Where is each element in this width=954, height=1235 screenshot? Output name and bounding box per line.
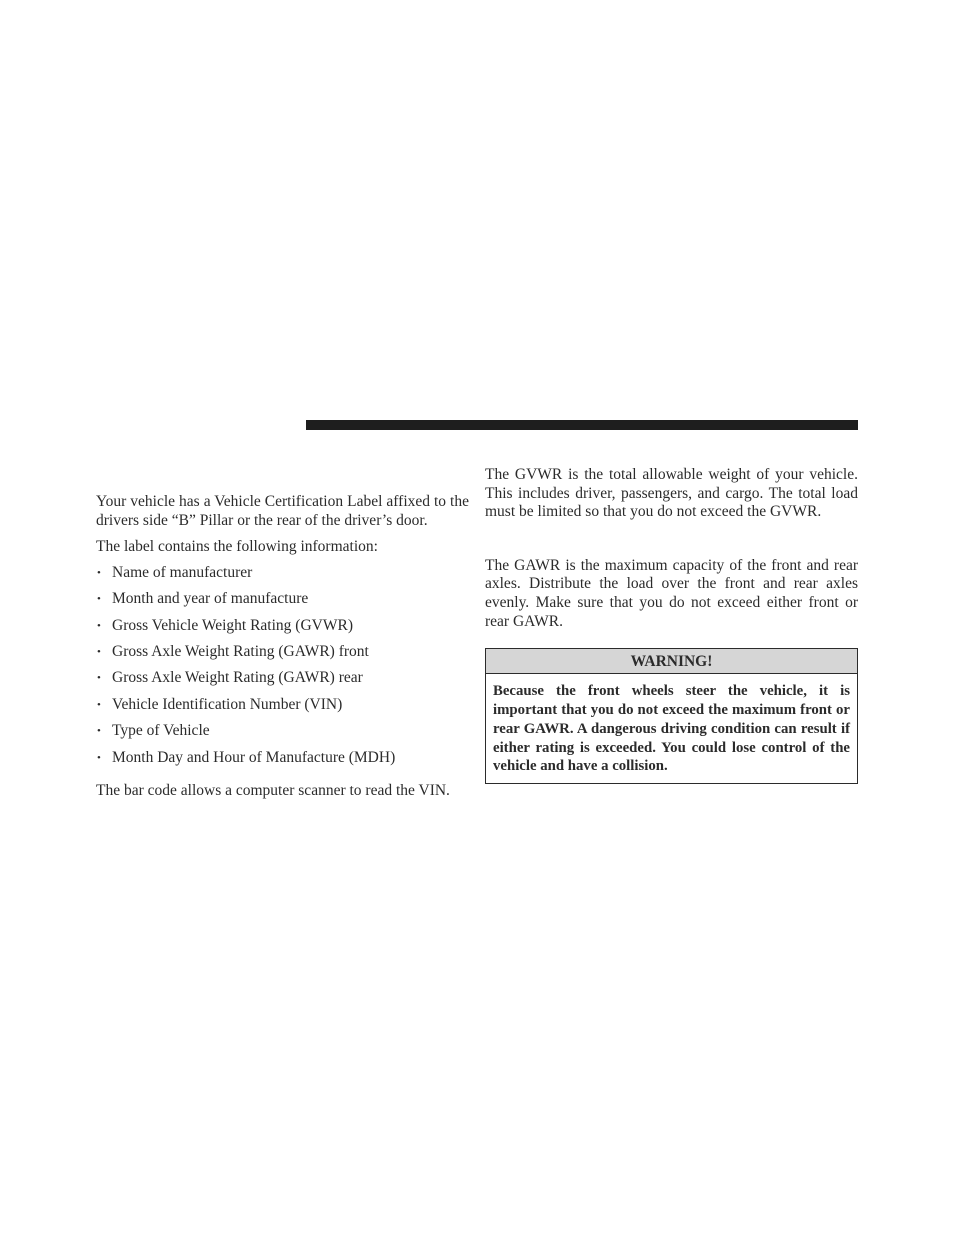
section-header-bar <box>306 420 858 430</box>
list-item: • Gross Axle Weight Rating (GAWR) front <box>97 642 369 660</box>
bullet-icon: • <box>97 619 101 632</box>
bullet-icon: • <box>97 672 101 685</box>
bullet-icon: • <box>97 566 101 579</box>
label-info-list <box>96 564 469 775</box>
bullet-icon: • <box>97 725 101 738</box>
left-column <box>96 493 469 801</box>
list-item: • Gross Axle Weight Rating (GAWR) rear <box>97 669 363 687</box>
list-item: • Month and year of manufacture <box>97 590 309 608</box>
bullet-icon: • <box>97 645 101 658</box>
bullet-icon: • <box>97 751 101 764</box>
warning-box <box>485 648 858 784</box>
warning-title: WARNING! <box>486 649 857 674</box>
warning-body: Because the front wheels steer the vehicle, it is important that you do not exceed the maximum front or rear GAWR. A dangerous driving condition can result if either rating is exceeded. You could lose control of the vehicle and have a collision. <box>493 683 850 775</box>
bullet-icon: • <box>97 698 101 711</box>
list-item: • Type of Vehicle <box>97 722 210 740</box>
list-item: • Gross Vehicle Weight Rating (GVWR) <box>97 616 353 634</box>
list-item: • Month Day and Hour of Manufacture (MDH) <box>97 748 396 766</box>
barcode-note: The bar code allows a computer scanner to read the VIN. <box>96 781 450 799</box>
bullet-icon: • <box>97 593 101 606</box>
list-item: • Name of manufacturer <box>97 563 253 581</box>
list-item: • Vehicle Identification Number (VIN) <box>97 695 343 713</box>
certification-label-intro: Your vehicle has a Vehicle Certification Label affixed to the drivers side “B” Pillar or the rear of the driver’s door. <box>96 493 469 529</box>
label-contents-heading: The label contains the following information: <box>96 538 378 556</box>
gawr-paragraph: The GAWR is the maximum capacity of the front and rear axles. Distribute the load over the front and rear axles evenly. Make sure that you do not exceed either front or rear GAWR. <box>485 556 858 630</box>
gvwr-paragraph: The GVWR is the total allowable weight of your vehicle. This includes driver, passengers, and cargo. The total load must be limited so that you do not exceed the GVWR. <box>485 466 858 521</box>
right-column <box>485 466 858 784</box>
